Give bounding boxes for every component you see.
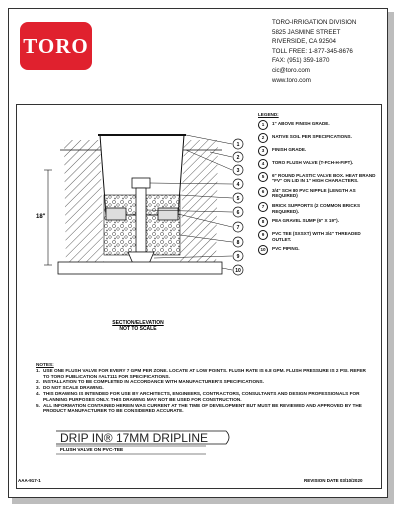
note-item [36, 368, 371, 380]
legend-text: FINISH GRADE. [272, 146, 307, 152]
callout-3: 3 [236, 168, 240, 174]
pvc-piping [58, 262, 222, 274]
legend-text: 3/4" SCH 80 PVC NIPPLE (LENGTH AS REQUIRED) [272, 187, 356, 199]
email-link[interactable]: cic@toro.com [272, 66, 310, 74]
callout-4: 4 [236, 182, 240, 188]
section-caption-title: SECTION/ELEVATION [112, 320, 164, 326]
legend-text: TORO FLUSH VALVE (T-FCH-H-FIPT). [272, 159, 354, 165]
section-caption-scale: NOT TO SCALE [119, 326, 157, 332]
note-text: THIS DRAWING IS INTENDED FOR USE BY ARCHITECTS, ENGINEERS, CONTRACTORS, CONSULTANTS AND DESIGN PROFESSIONALS FOR PLANNING PURPOSES ONLY. THIS DRAWING MAY NOT BE USED FOR CONSTRUCTION. [43, 390, 360, 402]
revision-date: REVISION DATE 03/10/2020 [304, 478, 363, 483]
callout-6: 6 [236, 210, 240, 216]
legend [258, 112, 380, 259]
legend-item [258, 147, 380, 156]
legend-number: 9 [258, 230, 268, 240]
callout-8: 8 [236, 240, 240, 246]
note-number: 4. [36, 390, 40, 396]
legend-number: 5 [258, 172, 268, 182]
legend-text: PVC PIPING. [272, 246, 300, 252]
toll-free: TOLL FREE: 1-877-345-8676 [272, 47, 353, 55]
legend-item [258, 188, 380, 199]
note-item [36, 391, 371, 403]
legend-item [258, 134, 380, 143]
legend-number: 4 [258, 159, 268, 169]
fax: FAX: (951) 359-1870 [272, 57, 330, 65]
drawing-title: DRIP IN® 17MM DRIPLINE [60, 431, 208, 445]
notes-title: NOTES: [36, 362, 54, 367]
legend-text: 1" ABOVE FINISH GRADE. [272, 120, 330, 126]
callout-9: 9 [236, 254, 240, 260]
legend-text: PVC TEE (SXSXT) WITH 3/4" THREADED OUTLET. [272, 231, 361, 242]
native-soil-left [64, 140, 104, 270]
note-number: 5. [36, 402, 40, 408]
brick-support-left [106, 208, 126, 220]
legend-number: 8 [258, 217, 268, 227]
note-item [36, 403, 371, 415]
legend-text: BRICK SUPPORTS (2 COMMON BRICKS REQUIRED). [272, 202, 361, 214]
note-text: USE ONE FLUSH VALVE FOR EVERY 7 GPM PER ZONE. LOCATE AT LOW POINTS. FLUSH RATE IS 6.8 GPM. FLUSH PRESSURE IS 2 PSI. REFER TO TORO PUBLICATION #ALT111 FOR SPECIFICATIONS. [43, 367, 366, 379]
logo-text: TORO [23, 33, 89, 58]
section-caption [98, 320, 178, 332]
street: 5825 JASMINE STREET [272, 28, 341, 36]
legend-item [258, 231, 380, 242]
legend-text: PEA GRAVEL SUMP (6" X 19"). [272, 218, 339, 224]
legend-item [258, 160, 380, 169]
callout-2: 2 [236, 155, 240, 161]
legend-text: NATIVE SOIL PER SPECIFICATIONS. [272, 133, 352, 139]
note-number: 1. [36, 367, 40, 373]
legend-text: 6" ROUND PLASTIC VALVE BOX. HEAT BRAND "FV" ON LID IN 1" HIGH CHARACTERS. [272, 172, 376, 184]
native-soil-right [180, 140, 218, 270]
legend-item [258, 173, 380, 184]
note-number: 2. [36, 379, 40, 385]
legend-item [258, 203, 380, 214]
legend-number: 3 [258, 146, 268, 156]
legend-item [258, 121, 380, 130]
legend-number: 6 [258, 187, 268, 197]
title-block [56, 430, 296, 456]
drawing-subtitle: FLUSH VALVE ON PVC-TEE [60, 448, 124, 453]
legend-number: 10 [258, 245, 268, 255]
callout-7: 7 [236, 225, 240, 231]
drawing-number: AAA-917-1 [18, 478, 41, 483]
web-link[interactable]: www.toro.com [272, 76, 311, 84]
division: TORO-IRRIGATION DIVISION [272, 19, 357, 26]
callout-5: 5 [236, 196, 240, 202]
legend-item [258, 218, 380, 227]
note-text: ALL INFORMATION CONTAINED HEREIN WAS CURRENT AT THE TIME OF DEVELOPMENT BUT MUST BE REVIEWED AND APPROVED BY THE PRODUCT MANUFACTURER TO BE CONSIDERED ACCURATE. [43, 402, 362, 414]
legend-item [258, 246, 380, 255]
note-number: 3. [36, 385, 40, 391]
legend-number: 7 [258, 202, 268, 212]
legend-number: 1 [258, 120, 268, 130]
legend-number: 2 [258, 133, 268, 143]
flush-valve [132, 178, 150, 188]
legend-title: LEGEND: [258, 112, 279, 117]
brick-support-right [158, 208, 178, 220]
notes [36, 362, 371, 414]
callout-10: 10 [235, 268, 241, 274]
callout-1: 1 [236, 142, 240, 148]
note-text: INSTALLATION TO BE COMPLETED IN ACCORDANCE WITH MANUFACTURER'S SPECIFICATIONS. [43, 379, 264, 385]
pvc-nipple [136, 188, 146, 252]
note-text: DO NOT SCALE DRAWING. [43, 385, 104, 391]
dimension-label: 18" [36, 214, 46, 220]
city: RIVERSIDE, CA 92504 [272, 38, 336, 46]
